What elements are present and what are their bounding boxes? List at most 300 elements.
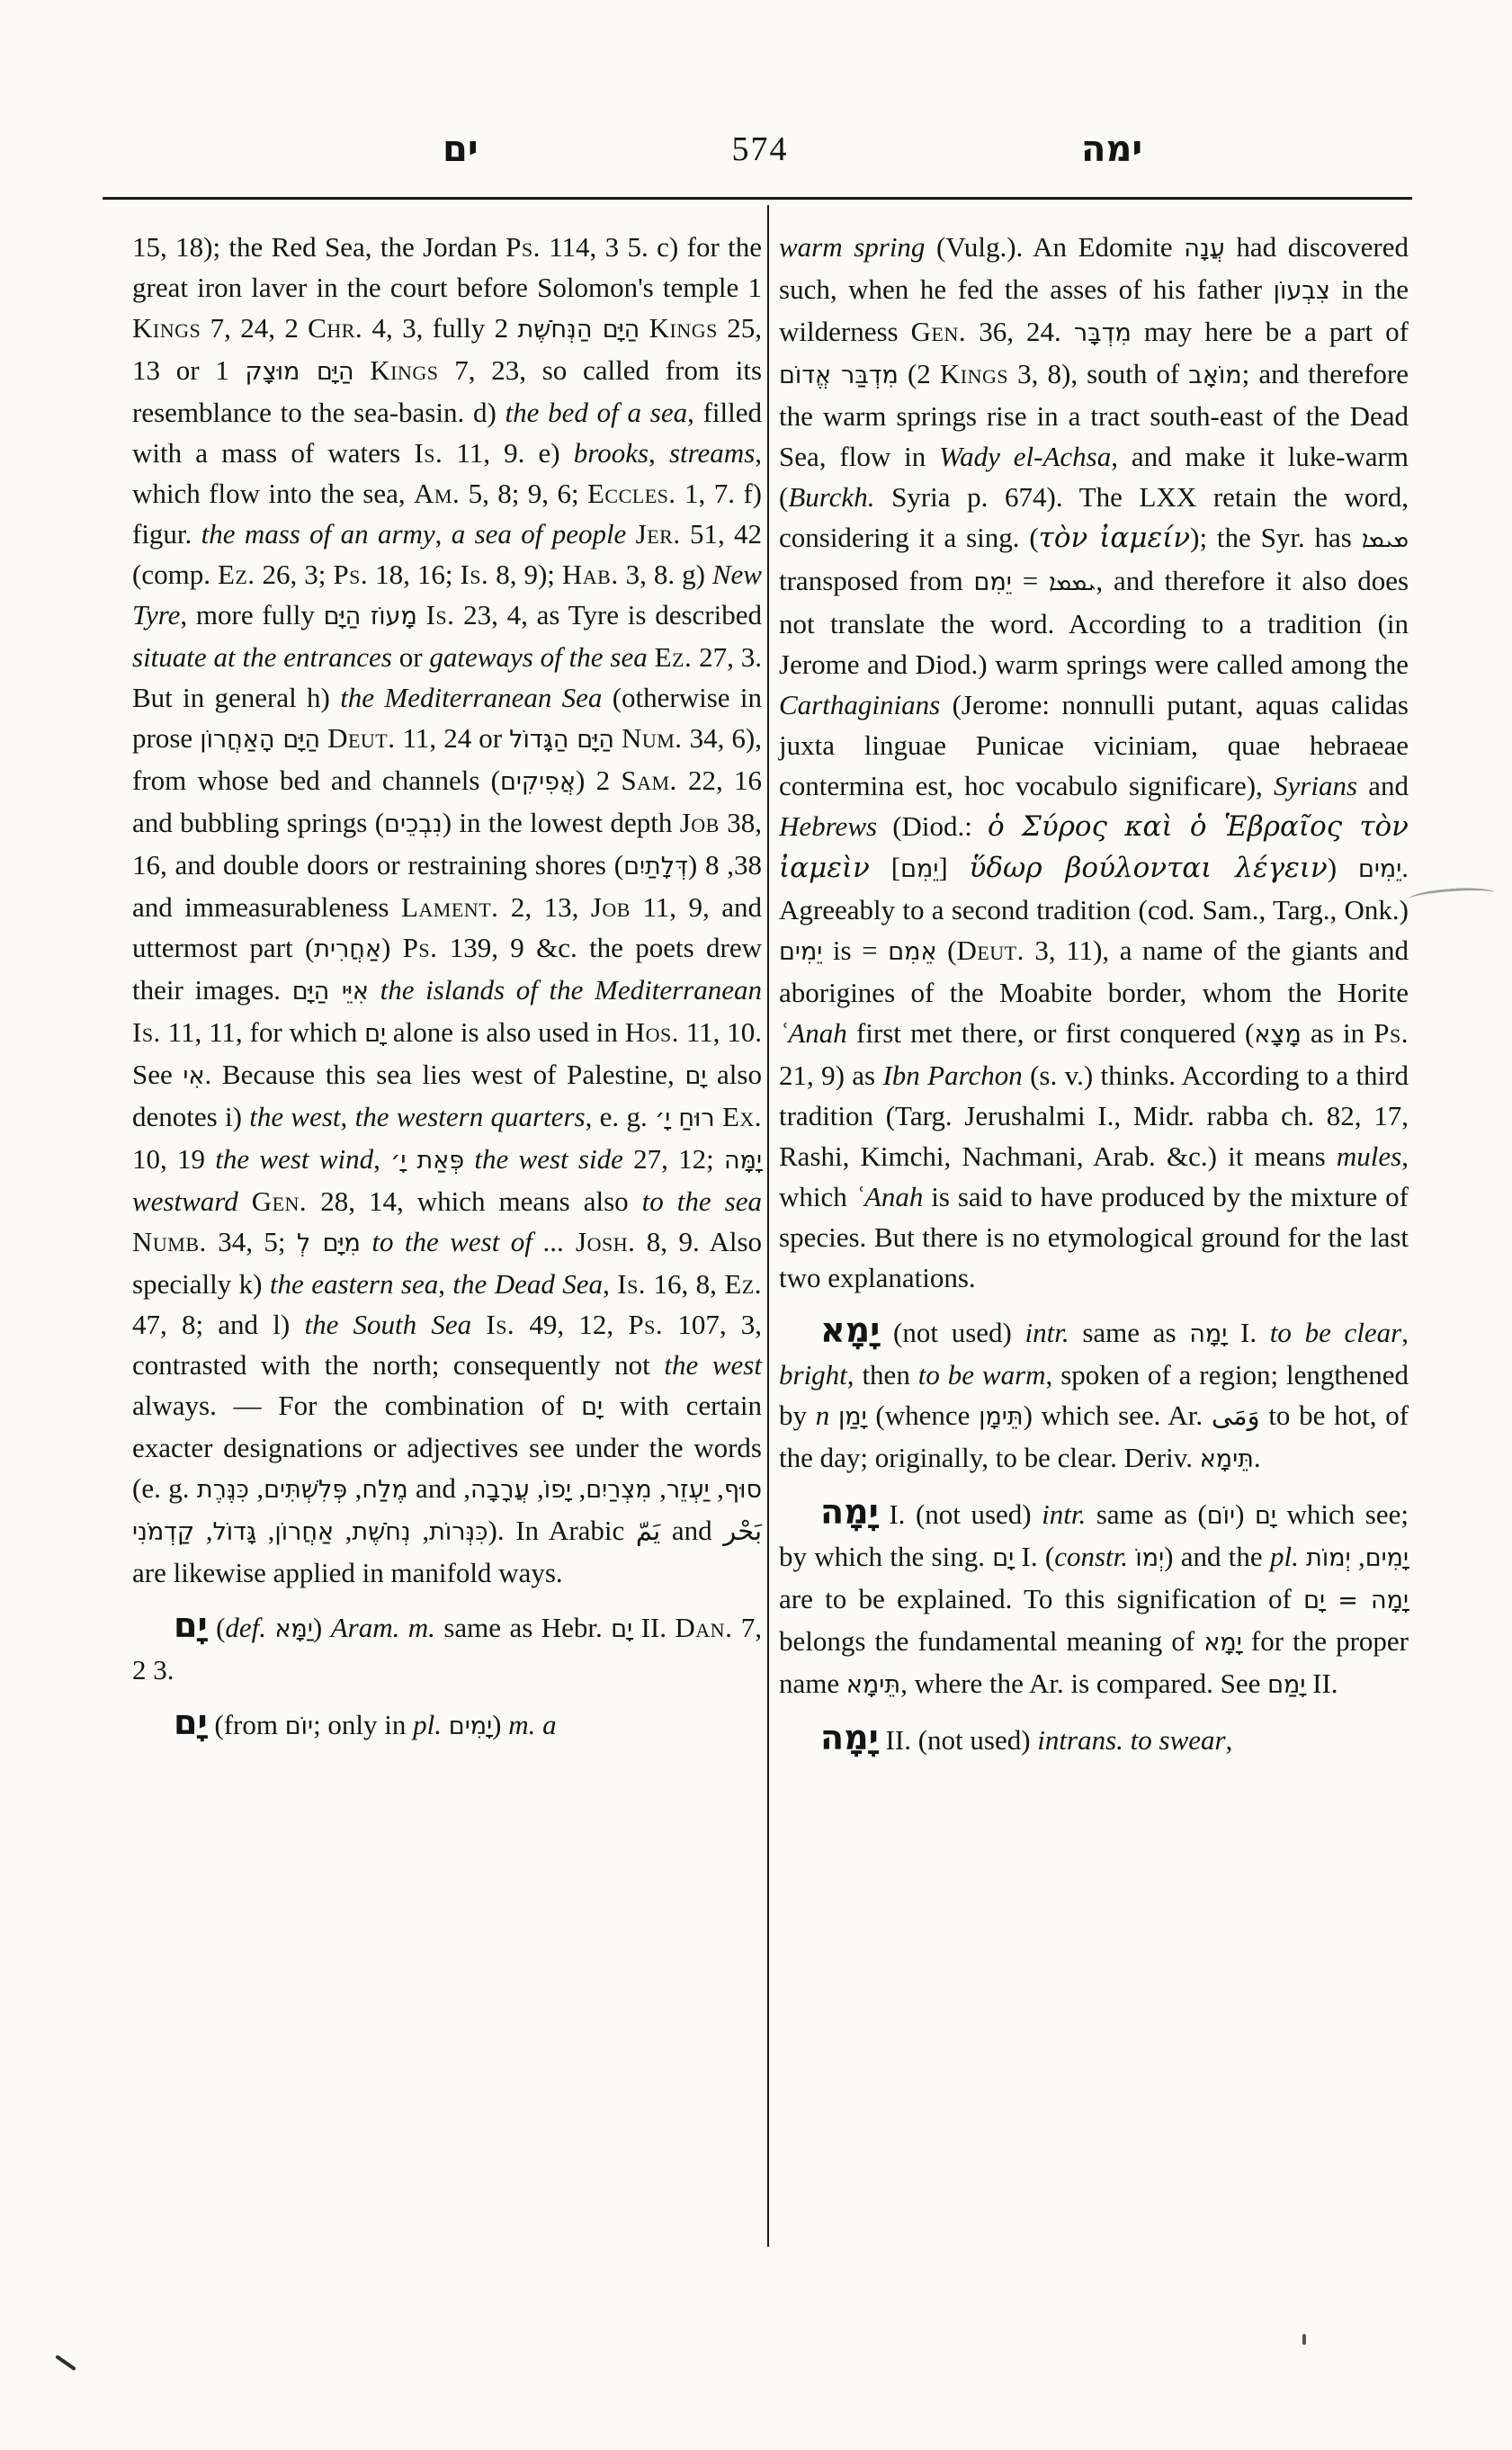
text-segment: and <box>660 1515 724 1546</box>
text-segment: Josh. <box>576 1226 636 1257</box>
text-segment: יַעְזֵר <box>666 1476 710 1504</box>
text-segment: גָּדוֹל <box>212 1518 257 1546</box>
text-segment <box>442 1709 449 1740</box>
text-segment: Kings <box>370 354 439 386</box>
text-segment: 34, 6), from whose bed and channels ( <box>132 722 763 796</box>
text-segment: כִּנְּרוֹת <box>429 1518 488 1546</box>
text-segment: Ps. <box>505 231 541 263</box>
text-segment: is = <box>822 934 889 966</box>
text-segment: ܝܡܡܐ <box>1049 569 1096 596</box>
text-segment: 1, 7. f) figur. <box>132 478 762 550</box>
text-segment: , <box>373 1143 391 1175</box>
text-segment: 11, 10. See <box>132 1016 762 1090</box>
text-segment: bright <box>779 1359 847 1390</box>
text-segment: תֵּימָא <box>845 1671 901 1699</box>
text-segment: westward <box>132 1185 238 1217</box>
text-segment: pl. <box>413 1709 443 1740</box>
text-segment: Job <box>590 891 631 923</box>
text-segment: Syrians <box>1274 770 1358 801</box>
text-segment: def. <box>225 1612 267 1643</box>
text-segment: as in <box>1301 1017 1374 1049</box>
text-segment: מוֹאָב <box>1188 362 1242 389</box>
text-segment <box>471 1309 486 1340</box>
text-segment: תֵּימָא <box>1199 1445 1254 1473</box>
text-segment: יָם <box>684 1062 707 1090</box>
text-segment: to the sea <box>641 1185 763 1217</box>
text-segment: 2, 13, <box>498 891 591 923</box>
text-segment: יָם <box>611 1615 633 1643</box>
text-segment: pl. <box>1269 1541 1299 1572</box>
text-segment: 114, 3 5. c) for the great iron laver in the court before Solomon's temple 1 <box>132 231 763 303</box>
text-segment: 15, 18); the Red Sea, the Jordan <box>132 231 506 263</box>
text-segment <box>715 1101 722 1132</box>
text-segment: , <box>603 1268 618 1300</box>
text-segment <box>535 1709 542 1740</box>
text-segment: , <box>709 1472 724 1504</box>
text-segment: 18, 16; <box>368 559 461 590</box>
text-segment: יֵמִם <box>973 568 1012 596</box>
text-segment <box>1123 1724 1131 1756</box>
text-segment: Dan. <box>675 1612 733 1643</box>
text-segment: بَحْر <box>723 1516 763 1546</box>
text-segment: ( <box>1235 1498 1255 1530</box>
text-segment: יְמוֹת <box>1306 1544 1351 1572</box>
paragraph <box>132 1703 762 1747</box>
text-segment: 11, 24 or <box>395 722 510 754</box>
text-segment: 38, 16, and double doors or restraining shores ( <box>132 807 763 881</box>
text-segment: 28, 14, which means also <box>307 1185 642 1217</box>
text-segment: belongs the fundamental meaning of <box>779 1625 1204 1657</box>
text-segment: 51, 42 (comp. <box>132 518 763 590</box>
text-segment: the west wind <box>215 1143 374 1175</box>
text-segment: 21, 9) as <box>779 1060 883 1091</box>
text-segment: , filled with a mass of waters <box>132 397 762 469</box>
text-segment: 3, 11), a name of the giants and aborigines of the Moabite border, whom the Horite <box>779 934 1409 1008</box>
paragraph <box>132 227 762 1593</box>
text-segment: , <box>340 1101 355 1132</box>
text-segment: m. <box>508 1709 536 1740</box>
text-segment: يَمّ <box>635 1516 661 1546</box>
text-segment: יָמַם <box>1267 1671 1306 1699</box>
text-segment: brooks <box>573 437 649 469</box>
text-segment: , <box>248 1472 264 1504</box>
text-segment: , and therefore it also does not translate the word. According to a tradition (in Jerome and Diod.) warm springs were called among the <box>779 565 1409 680</box>
text-segment: , <box>571 1472 586 1504</box>
right-column <box>779 227 1409 1760</box>
text-segment <box>399 1612 407 1643</box>
text-segment: 7, 24, 2 <box>201 312 309 344</box>
page-number: 574 <box>731 130 789 168</box>
text-segment: or <box>391 641 430 673</box>
text-segment: (Diod.: <box>877 810 989 842</box>
text-segment: (from <box>207 1709 285 1740</box>
text-segment: אֵמִם <box>888 938 937 966</box>
text-segment: ) <box>1327 852 1358 883</box>
text-segment: , <box>434 518 452 550</box>
text-segment: מִדְבַּר אֱדוֹם <box>779 362 899 389</box>
text-segment: , more fully <box>180 599 324 630</box>
text-segment: 22, 16 and bubbling springs ( <box>132 765 763 838</box>
text-segment: יָם <box>364 1020 387 1048</box>
text-segment: ) <box>312 1612 331 1643</box>
text-segment: Ps. <box>628 1309 664 1340</box>
text-segment: Is. <box>132 1016 161 1048</box>
text-segment: warm spring <box>779 231 926 263</box>
text-segment: (2 <box>898 358 940 389</box>
text-segment: Is. <box>425 599 455 630</box>
text-segment: יָמַן <box>837 1403 867 1431</box>
text-segment: (whence <box>866 1399 980 1431</box>
text-segment: , <box>194 1515 213 1546</box>
text-segment: intrans. <box>1037 1724 1123 1756</box>
text-segment: ); the Syr. has <box>1190 522 1362 553</box>
text-segment: the west side <box>474 1143 623 1175</box>
text-segment: 5, 8; 9, 6; <box>460 478 587 509</box>
text-segment: הַיָּם הַנְּחֹשֶׁת <box>517 316 640 344</box>
text-segment: יוֹם <box>1206 1502 1236 1530</box>
text-segment <box>238 1185 252 1217</box>
text-segment: רוּחַ יָ׳ <box>655 1104 715 1132</box>
text-segment: ) and the <box>1164 1541 1270 1572</box>
text-segment: , where the Ar. is compared. See <box>900 1668 1268 1699</box>
text-segment: 47, 8; and l) <box>132 1309 305 1340</box>
text-segment: Ez. <box>217 559 255 590</box>
text-segment: I. <box>1227 1317 1270 1348</box>
text-segment: Sam. <box>621 765 677 796</box>
text-segment: streams <box>668 437 756 469</box>
text-segment: ) in the lowest depth <box>442 807 680 838</box>
text-segment: 8, 9. Also specially k) <box>132 1226 763 1300</box>
text-segment: intr. <box>1024 1317 1069 1348</box>
text-segment: Numb. <box>132 1226 207 1257</box>
text-segment: Hab. <box>561 559 619 590</box>
text-segment: Is. <box>617 1268 647 1300</box>
text-segment: 11, 9, and uttermost part ( <box>132 891 763 963</box>
text-segment: alone is also used in <box>386 1016 625 1048</box>
paragraph <box>132 1605 762 1690</box>
text-segment: 11, 9. e) <box>443 437 574 469</box>
text-segment: 139, 9 &c. the poets drew their images. <box>132 932 762 1006</box>
text-segment: 3, 8. g) <box>618 559 712 590</box>
text-segment: constr. <box>1054 1541 1129 1572</box>
text-segment: תֵּימָן <box>979 1403 1024 1431</box>
text-segment: , <box>529 1472 544 1504</box>
text-segment: יְמוֹ <box>1135 1544 1165 1572</box>
text-segment: מִדְבָּר <box>1073 319 1132 347</box>
text-segment: 7, 2 3. <box>132 1612 763 1685</box>
text-segment <box>1299 1541 1306 1572</box>
text-segment: mules <box>1336 1140 1402 1172</box>
pencil-mark-bottom-left <box>55 2355 76 2371</box>
text-segment: I. (not used) <box>878 1498 1042 1530</box>
text-segment: first met there, or first conquered ( <box>846 1017 1255 1049</box>
text-segment: , <box>1225 1724 1233 1756</box>
text-segment: Is. <box>486 1309 515 1340</box>
text-segment: צִבְעוֹן <box>1273 277 1330 305</box>
text-segment <box>417 599 426 630</box>
text-segment: 26, 3; <box>255 559 334 590</box>
text-segment: 27, 12; <box>622 1143 724 1175</box>
text-segment: ). In Arabic <box>488 1515 636 1546</box>
text-segment: הַיָּם מוּצָק <box>245 358 354 386</box>
text-segment: מִצְרַיִם <box>586 1476 652 1504</box>
text-segment: יָפוֹ <box>543 1476 572 1504</box>
text-segment: Jer. <box>635 518 681 550</box>
text-segment: Aram. <box>330 1612 400 1643</box>
text-segment: for the proper name <box>779 1625 1409 1699</box>
text-segment: Is. <box>414 437 443 469</box>
text-segment: Burckh. <box>788 481 875 513</box>
text-segment: יָמָה <box>820 1718 879 1757</box>
text-segment: יֵמִים <box>1357 855 1402 883</box>
text-segment: the South Sea <box>304 1309 472 1340</box>
text-segment: Kings <box>939 358 1009 389</box>
text-segment: יָם <box>1254 1502 1276 1530</box>
text-segment: the Dead Sea <box>452 1268 604 1300</box>
text-segment <box>369 974 380 1006</box>
text-segment: 7, 23, so called from its resemblance to the sea-basin. d) <box>132 354 763 428</box>
text-segment: Kings <box>132 312 201 344</box>
text-segment: Ibn Parchon <box>882 1060 1023 1091</box>
text-segment: a sea of people <box>451 518 627 550</box>
pencil-mark-margin <box>1409 886 1496 908</box>
text-segment: to be warm <box>917 1359 1046 1390</box>
text-segment: II. <box>1305 1668 1338 1699</box>
text-segment <box>626 518 635 550</box>
text-segment: , <box>651 1472 667 1504</box>
text-segment: 10, 19 <box>132 1143 216 1175</box>
text-segment: , spoken of a region; lengthened by <box>779 1359 1409 1431</box>
left-column <box>132 227 762 1747</box>
text-segment: same as <box>1086 1498 1198 1530</box>
text-segment: Wady el-Achsa <box>939 441 1112 472</box>
text-segment <box>464 1143 474 1175</box>
text-segment: נִבְכֵים <box>384 810 443 838</box>
text-segment: same as Hebr. <box>434 1612 612 1643</box>
text-segment: , then <box>846 1359 918 1390</box>
text-segment: I. ( <box>1014 1541 1055 1572</box>
text-segment: a <box>542 1709 557 1740</box>
text-segment: , <box>347 1472 362 1504</box>
text-segment: יָמָה <box>820 1492 879 1532</box>
text-segment: 23, 4, as Tyre is described <box>454 599 763 630</box>
text-segment <box>614 722 622 754</box>
text-segment: , e. g. <box>585 1101 655 1132</box>
text-segment: ) <box>381 932 403 963</box>
text-segment: עֲרָבָה <box>470 1476 530 1504</box>
text-segment: Num. <box>621 722 683 754</box>
text-segment: transposed from <box>779 565 974 596</box>
text-segment: Gen. <box>251 1185 308 1217</box>
text-segment: 4, 3, fully <box>362 312 495 344</box>
text-segment: the west <box>664 1349 762 1381</box>
text-segment: דְּלָתַיִם <box>623 853 688 881</box>
text-segment: יָמָה = יָם <box>1303 1587 1409 1614</box>
running-head <box>0 128 1512 182</box>
text-segment: 11, 11, for which <box>160 1016 365 1048</box>
text-segment: the western quarters <box>354 1101 586 1132</box>
text-segment: Ez. <box>724 1268 762 1300</box>
text-segment: ʿAnah <box>854 1181 924 1212</box>
text-segment: נְחֹשֶׁת <box>352 1518 411 1546</box>
text-segment: , which <box>779 1140 1409 1212</box>
text-segment: (Jerome: nonnulli putant, aquas calidas juxta linguae Punicae viciniam, quae hebraeae contermina est, hoc vocabulo significare), <box>779 689 1409 801</box>
text-segment: . Because this sea lies west of Palestine, <box>204 1059 685 1090</box>
text-segment: עֲנָה <box>1184 235 1225 263</box>
text-segment: ( <box>936 934 957 966</box>
text-segment: may here be a part of <box>1131 316 1409 347</box>
text-segment <box>648 641 655 673</box>
text-segment: Hos. <box>624 1016 679 1048</box>
text-segment: the Mediterranean Sea <box>340 682 603 713</box>
text-segment: II. <box>632 1612 675 1643</box>
paragraph <box>779 227 1409 1298</box>
text-segment: 34, 5; <box>206 1226 297 1257</box>
text-segment <box>361 1226 371 1257</box>
text-segment: Ps. <box>333 559 369 590</box>
text-segment: יָם <box>174 1605 208 1645</box>
header-keyword-right: ימה <box>1081 129 1143 170</box>
text-segment: [ <box>869 852 901 883</box>
text-segment <box>320 722 327 754</box>
text-segment: סוּף <box>723 1476 763 1504</box>
text-segment: ; and therefore the warm springs rise in a tract south-east of the Dead Sea, flow in <box>779 358 1409 472</box>
text-segment: מֶלַח <box>362 1476 408 1504</box>
text-segment: יֵמִם <box>900 855 939 883</box>
text-segment: ) 2 <box>576 765 622 796</box>
paragraph <box>779 1718 1409 1760</box>
text-segment: the eastern sea <box>269 1268 439 1300</box>
text-segment: יָמִים <box>448 1712 493 1740</box>
text-segment: to be clear <box>1269 1317 1402 1348</box>
text-segment: יוֹם <box>284 1712 314 1740</box>
text-segment: קַדְמֹנִי <box>132 1518 195 1546</box>
text-segment: Is. <box>460 559 489 590</box>
text-segment: ʿAnah <box>779 1017 847 1049</box>
text-segment: מָצָא <box>1254 1021 1302 1049</box>
text-segment: are likewise applied in manifold ways. <box>132 1557 563 1588</box>
paragraph <box>779 1310 1409 1480</box>
column-divider-rule <box>767 205 769 2247</box>
text-segment <box>829 1399 838 1431</box>
text-segment: , <box>410 1515 430 1546</box>
text-segment: Eccles. <box>586 478 676 509</box>
text-segment: . <box>1253 1442 1261 1473</box>
text-segment: , <box>1401 1317 1409 1348</box>
text-segment: intr. <box>1042 1498 1087 1530</box>
text-segment <box>565 1226 576 1257</box>
header-keyword-left: ים <box>443 129 479 170</box>
text-segment: , <box>463 1472 470 1504</box>
text-segment: יָמִים <box>1364 1544 1409 1572</box>
text-segment: 27, 3. But in general h) <box>132 641 763 713</box>
text-segment: the islands of the Mediterranean <box>380 974 763 1006</box>
text-segment: יָמָּה <box>724 1147 763 1175</box>
text-segment: יָם <box>992 1544 1015 1572</box>
text-segment: Job <box>679 807 720 838</box>
text-segment: 2 <box>494 312 649 344</box>
text-segment: , <box>334 1515 353 1546</box>
text-segment: Chr. <box>308 312 363 344</box>
text-segment: יֵמִים <box>779 938 823 966</box>
text-segment: מִיָּם לְ <box>296 1229 361 1257</box>
text-segment: the west <box>249 1101 341 1132</box>
text-segment: 16, 8, <box>646 1268 725 1300</box>
text-segment: with certain exacter designations or adjectives see under the words (e. g. <box>132 1390 762 1504</box>
text-segment: ] <box>938 852 970 883</box>
paragraph <box>779 1492 1409 1705</box>
text-segment: always. — For the combination of <box>132 1390 582 1421</box>
text-segment: is said to have produced by the mixture of species. But there is no etymological ground for the last two explanations. <box>779 1181 1409 1293</box>
text-segment: Lament. <box>400 891 499 923</box>
text-segment: פְּלִשְׁתִּים <box>264 1476 348 1504</box>
text-segment: ( <box>207 1612 226 1643</box>
text-segment: and <box>1357 770 1409 801</box>
text-segment: had discovered such, when he fed the asses of his father <box>779 231 1409 305</box>
text-segment: יַמָּא <box>274 1615 313 1643</box>
text-segment: Gen. <box>910 316 967 347</box>
text-segment: II. (not used) <box>878 1724 1038 1756</box>
text-segment: Deut. <box>956 934 1024 966</box>
text-segment: = <box>1011 565 1050 596</box>
text-segment: 36, 24. <box>966 316 1074 347</box>
text-segment: ὕδωρ βούλονται λέγειν <box>969 852 1328 884</box>
text-segment: , <box>256 1515 275 1546</box>
text-segment: (not used) <box>880 1317 1025 1348</box>
text-segment: יָמָא <box>820 1310 881 1350</box>
text-segment: ) which see. Ar. <box>1023 1399 1212 1431</box>
text-segment: הַיָּם הַגָּדוֹל <box>509 726 614 754</box>
text-segment: to be hot, of the day; originally, to be clear. Deriv. <box>779 1399 1409 1473</box>
text-segment: אַחֲרוֹן <box>274 1518 335 1546</box>
text-segment: the mass of an army <box>201 518 435 550</box>
text-segment: יָם <box>174 1703 208 1742</box>
text-segment: ) <box>492 1709 509 1740</box>
text-segment: , <box>1350 1541 1365 1572</box>
text-segment: פְּאַת יָ׳ <box>390 1147 465 1175</box>
text-segment: 1 <box>215 354 371 386</box>
text-segment: אַחֲרִית <box>314 935 381 963</box>
text-segment: Deut. <box>327 722 396 754</box>
text-segment: מָעוֹז הַיָּם <box>323 603 417 630</box>
text-segment: Carthaginians <box>779 689 941 720</box>
text-segment: gateways of the sea <box>429 641 648 673</box>
text-segment: and <box>407 1472 464 1504</box>
text-segment: to swear <box>1130 1724 1226 1756</box>
text-segment: (Vulg.). An Edomite <box>925 231 1185 263</box>
text-segment: , which flow into the sea, <box>132 437 763 509</box>
text-segment: in the wilderness <box>779 273 1409 347</box>
text-segment: Am. <box>414 478 461 509</box>
text-segment: the bed of a sea <box>505 397 688 428</box>
text-segment: ܡܝܡܐ <box>1361 526 1409 553</box>
text-segment: 8, 9); <box>488 559 562 590</box>
text-segment: to the west of ... <box>371 1226 565 1257</box>
text-segment: 3, 8), south of <box>1008 358 1189 389</box>
text-segment: ) 38, 8 and immeasurableness <box>132 849 762 923</box>
text-segment: 49, 12, <box>514 1309 629 1340</box>
text-segment: وَمَى <box>1211 1400 1260 1431</box>
text-segment: , <box>438 1268 453 1300</box>
scan-speck <box>1302 2334 1306 2345</box>
text-segment: τὸν ἰαμείν <box>1038 522 1191 554</box>
text-segment: are to be explained. To this signification of <box>779 1583 1304 1614</box>
text-segment: יָמָא <box>1203 1629 1242 1657</box>
text-segment: אֲפִיקִים <box>499 768 577 796</box>
text-segment: situate at the entrances <box>132 641 392 673</box>
text-segment: ; only in <box>313 1709 414 1740</box>
text-segment: אִיֵּי הַיָּם <box>291 978 369 1006</box>
